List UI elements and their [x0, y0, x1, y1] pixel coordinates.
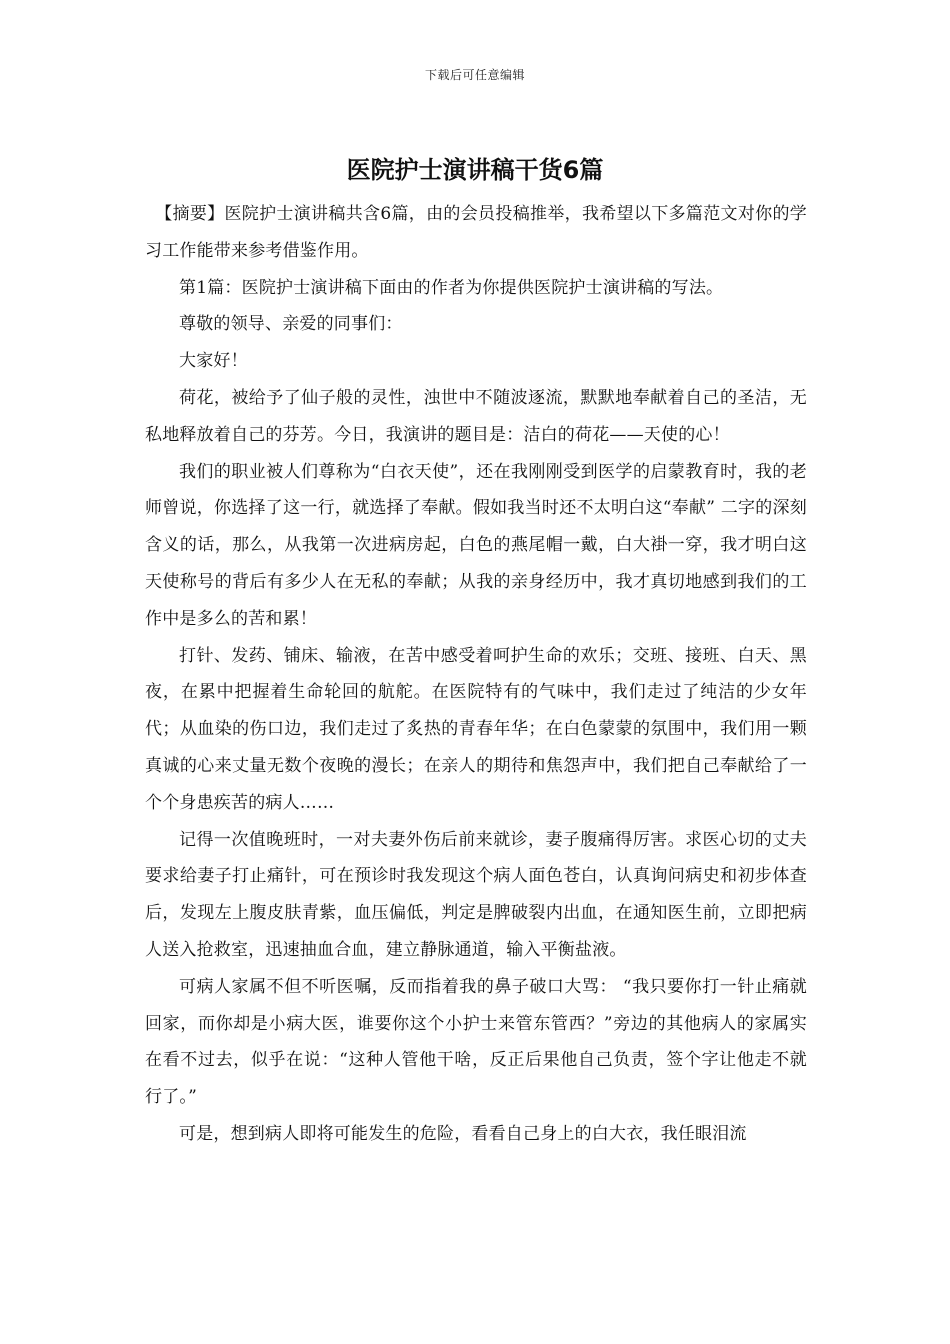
- paragraph-daily-work: 打针、发药、铺床、输液，在苦中感受着呵护生命的欢乐；交班、接班、白天、黑夜，在累中把握着生命轮回的航舵。在医院特有的气味中，我们走过了纯洁的少女年代；从血染的伤口边，我们走过了炙热的青春年华；在白色蒙蒙的氛围中，我们用一颗真诚的心来丈量无数个夜晚的漫长；在亲人的期待和焦怨声中，我们把自己奉献给了一个个身患疾苦的病人……: [145, 645, 807, 813]
- document-body: [145, 196, 807, 1153]
- paragraph-night-shift: 记得一次值晚班时，一对夫妻外伤后前来就诊，妻子腹痛得厉害。求医心切的丈夫要求给妻子打止痛针，可在预诊时我发现这个病人面色苍白，认真询问病史和初步体查后，发现左上腹皮肤青紫，血压偏低，判定是脾破裂内出血，在通知医生前，立即把病人送入抢救室，迅速抽血合血，建立静脉通道，输入平衡盐液。: [145, 829, 807, 960]
- paragraph-salutation: 尊敬的领导、亲爱的同事们：: [179, 314, 403, 335]
- paragraph-continuation: 可是，想到病人即将可能发生的危险，看看自己身上的白大衣，我任眼泪流: [179, 1123, 747, 1144]
- header-note: 下载后可任意编辑: [424, 68, 525, 82]
- paragraph-family-dispute: 可病人家属不但不听医嘱，反而指着我的鼻子破口大骂： “我只要你打一针止痛就回家，而你却是小病大医，谁要你这个小护士来管东管西？”旁边的其他病人的家属实在看不过去，似乎在说：“这种人管他干啥，反正后果他自己负责，签个字让他走不就行了。”: [145, 976, 807, 1108]
- document-title: 医院护士演讲稿干货6篇: [346, 156, 604, 184]
- paragraph-greeting: 大家好！: [179, 351, 248, 372]
- abstract-paragraph: 【摘要】医院护士演讲稿共含6篇，由的会员投稿推举，我希望以下多篇范文对你的学习工作能带来参考借鉴作用。: [145, 204, 807, 261]
- paragraph-white-angel: 我们的职业被人们尊称为“白衣天使”，还在我刚刚受到医学的启蒙教育时，我的老师曾说，你选择了这一行，就选择了奉献。假如我当时还不太明白这“奉献” 二字的深刻含义的话，那么，从我第一次进病房起，白色的燕尾帽一戴，白大褂一穿，我才明白这天使称号的背后有多少人在无私的奉献；从我的亲身经历中，我才真切地感到我们的工作中是多么的苦和累！: [145, 461, 807, 629]
- paragraph-chapter-heading: 第1篇：医院护士演讲稿下面由的作者为你提供医院护士演讲稿的写法。: [179, 277, 724, 298]
- paragraph-lotus: 荷花，被给予了仙子般的灵性，浊世中不随波逐流，默默地奉献着自己的圣洁，无私地释放着自己的芬芳。今日，我演讲的题目是：洁白的荷花——天使的心！: [145, 387, 807, 445]
